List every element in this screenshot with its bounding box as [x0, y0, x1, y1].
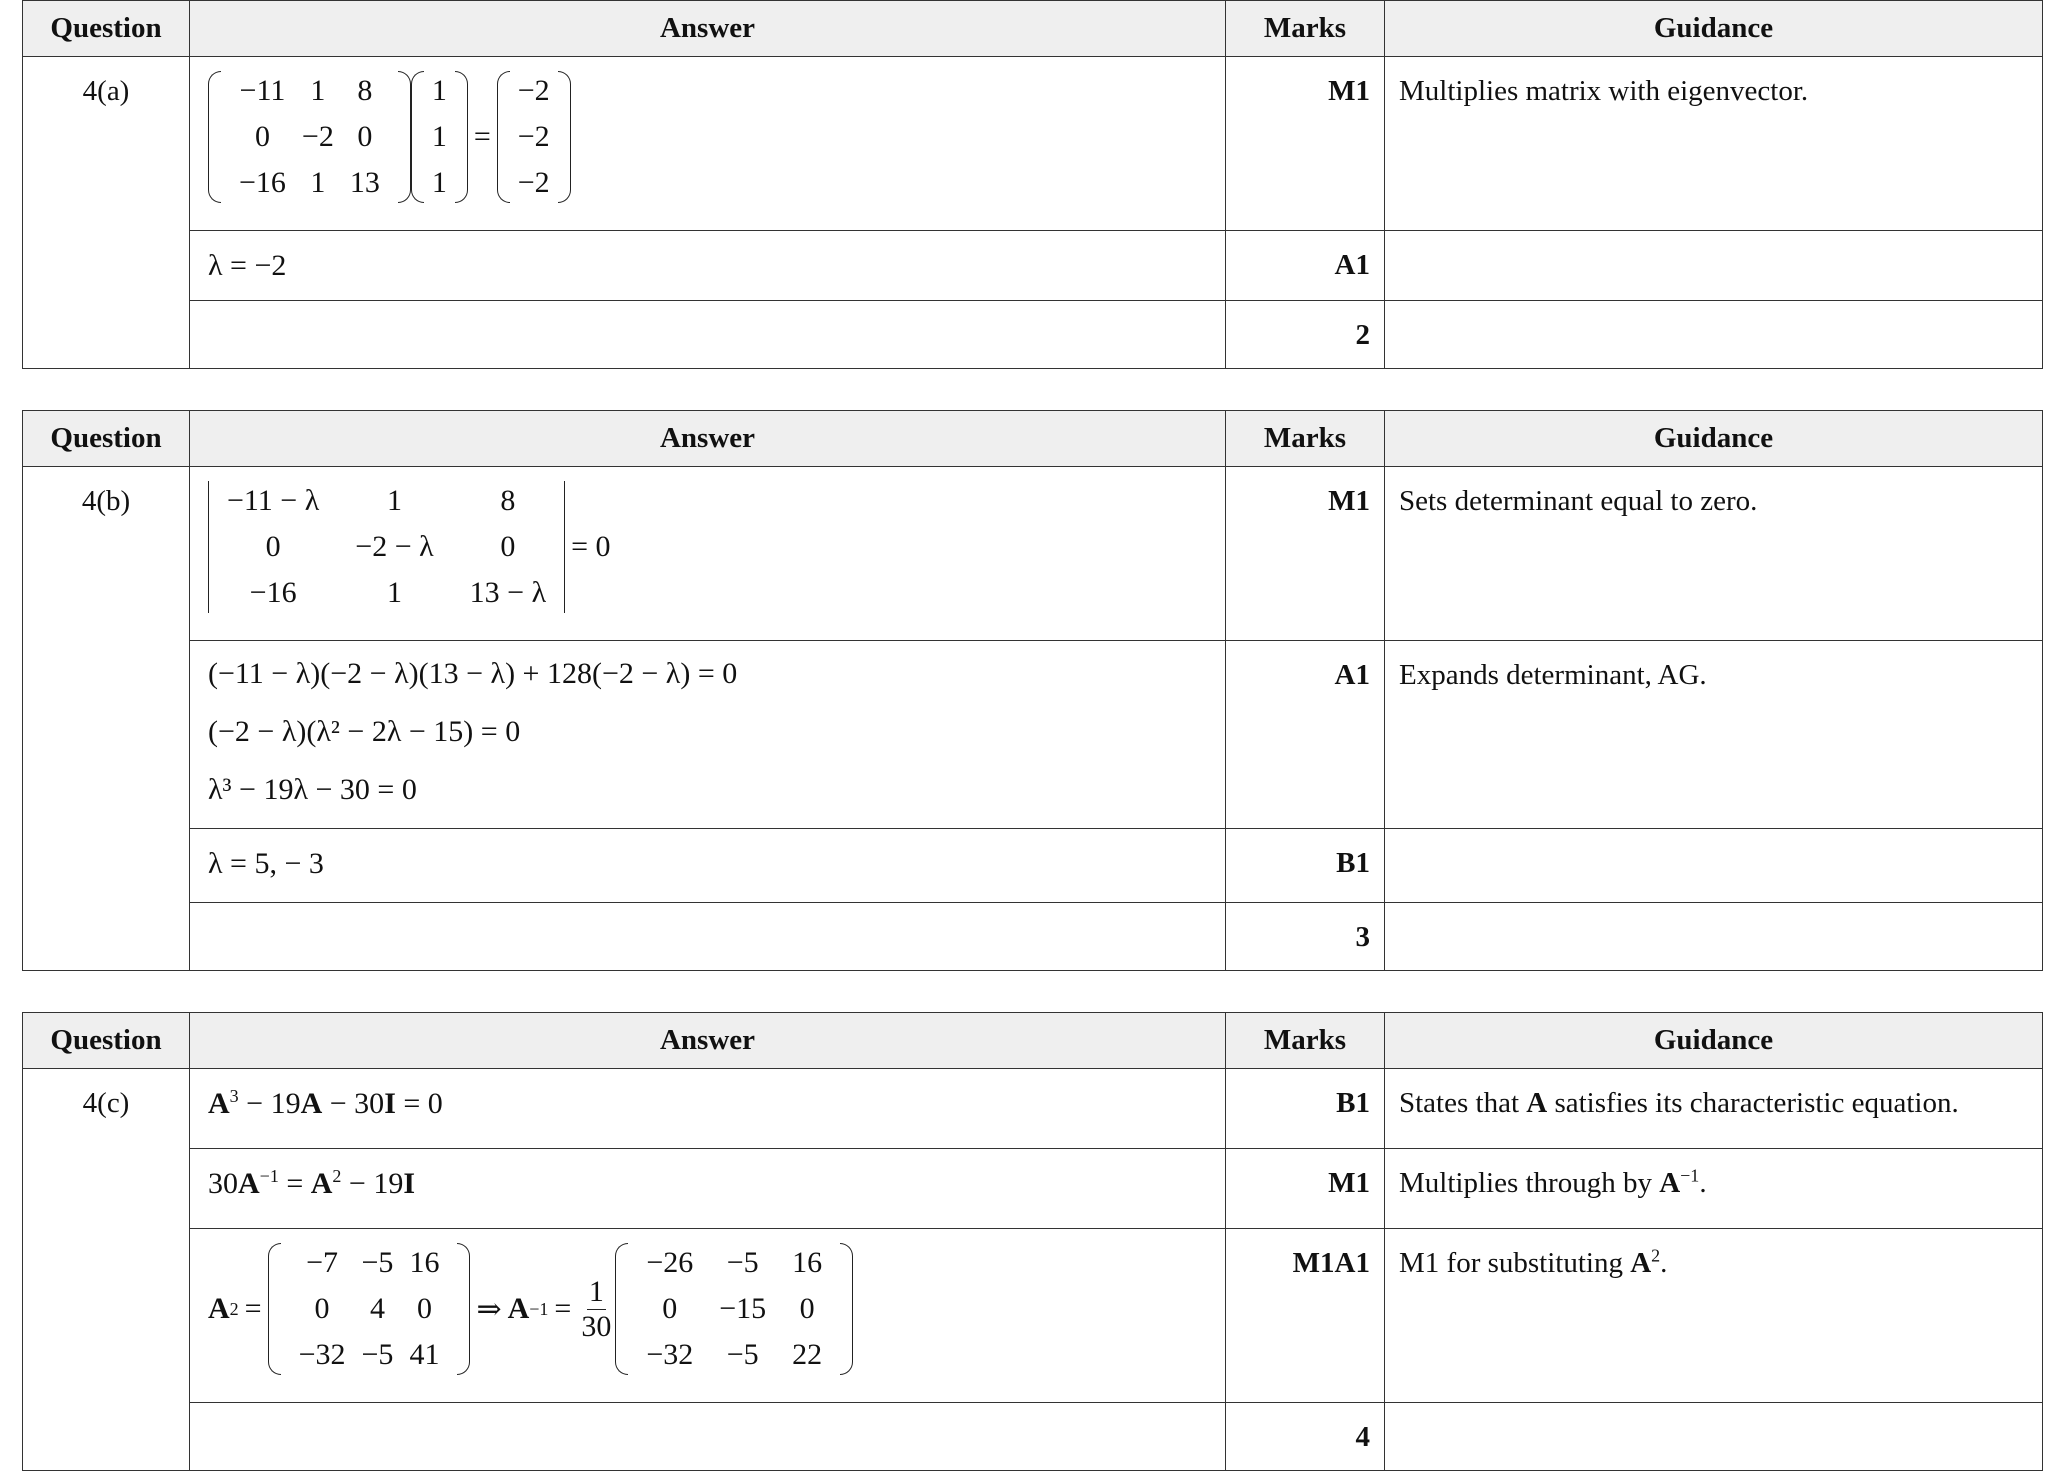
table-row [23, 641, 2043, 829]
header-guidance: Guidance [1385, 411, 2043, 467]
mark-scheme-table-4b [22, 410, 2043, 971]
guidance-cell: Multiplies through by $A^{-1}$. [1385, 1149, 2043, 1229]
header-row [23, 411, 2043, 467]
marks-cell: M1 [1226, 1149, 1385, 1229]
table-row [23, 1229, 2043, 1403]
answer-cell [190, 1403, 1226, 1471]
result-vector: −2 −2 −2 [497, 71, 571, 203]
marks-cell: A1 [1226, 641, 1385, 829]
question-number: 4(a) [23, 57, 190, 369]
total-marks: 2 [1226, 301, 1385, 369]
table-row [23, 467, 2043, 641]
question-number: 4(c) [23, 1069, 190, 1471]
header-question: Question [23, 1, 190, 57]
table-row [23, 829, 2043, 903]
eigenvector: 1 1 1 [411, 71, 468, 203]
marks-cell: M1 [1226, 467, 1385, 641]
answer-cell [190, 57, 1226, 231]
total-marks: 4 [1226, 1403, 1385, 1471]
answer-cell [190, 1229, 1226, 1403]
table-row [23, 1069, 2043, 1149]
marks-cell: B1 [1226, 1069, 1385, 1149]
fraction: $\frac{1}{30}$ [581, 1274, 612, 1343]
guidance-cell: Expands determinant, AG. [1385, 641, 2043, 829]
header-answer: Answer [190, 1013, 1226, 1069]
matrix-equation: −11 1 8 0 −2 0 −16 1 13 1 1 1 = −2 −2 −2 [208, 71, 1225, 203]
header-row [23, 1, 2043, 57]
header-answer: Answer [190, 1, 1226, 57]
marks-cell: M1 [1226, 57, 1385, 231]
guidance-cell [1385, 301, 2043, 369]
guidance-cell: States that A satisfies its characteristic equation. [1385, 1069, 2043, 1149]
header-marks: Marks [1226, 1013, 1385, 1069]
guidance-cell: M1 for substituting $A^2$. [1385, 1229, 2043, 1403]
guidance-cell: Sets determinant equal to zero. [1385, 467, 2043, 641]
answer-cell: $30A^{-1} = A^2 - 19I$ [190, 1149, 1226, 1229]
header-row [23, 1013, 2043, 1069]
answer-cell: λ = 5, − 3 [190, 829, 1226, 903]
table-row [23, 1403, 2043, 1471]
table-row [23, 903, 2043, 971]
mark-scheme-table-4c [22, 1012, 2043, 1471]
matrix-a: −11 1 8 0 −2 0 −16 1 13 [208, 71, 411, 203]
table-row [23, 1149, 2043, 1229]
determinant-equation: −11 − λ 1 8 0 −2 − λ 0 −16 1 13 − λ = 0 [208, 481, 1225, 613]
answer-cell [190, 301, 1226, 369]
table-row [23, 57, 2043, 231]
table-row [23, 231, 2043, 301]
header-marks: Marks [1226, 1, 1385, 57]
answer-cell: $A^3 - 19A - 30I = 0$ [190, 1069, 1226, 1149]
guidance-cell [1385, 829, 2043, 903]
answer-cell [190, 467, 1226, 641]
marks-cell: B1 [1226, 829, 1385, 903]
total-marks: 3 [1226, 903, 1385, 971]
inverse-matrix: −26 −5 16 0 −15 0 −32 −5 22 [615, 1243, 853, 1375]
guidance-cell [1385, 1403, 2043, 1471]
guidance-cell: Multiplies matrix with eigenvector. [1385, 57, 2043, 231]
header-answer: Answer [190, 411, 1226, 467]
header-question: Question [23, 411, 190, 467]
header-question: Question [23, 1013, 190, 1069]
table-row [23, 301, 2043, 369]
header-marks: Marks [1226, 411, 1385, 467]
question-number: 4(b) [23, 467, 190, 971]
inverse-computation: A 2 = −7 −5 16 0 4 0 −32 −5 41 ⇒ A −1 = $\frac{1}{30}$ −26 −5 16 0 −15 0 −32 −5 22 [208, 1243, 1225, 1375]
a-squared-matrix: −7 −5 16 0 4 0 −32 −5 41 [268, 1243, 471, 1375]
marks-cell: A1 [1226, 231, 1385, 301]
header-guidance: Guidance [1385, 1013, 2043, 1069]
guidance-cell [1385, 903, 2043, 971]
answer-cell: λ = −2 [190, 231, 1226, 301]
header-guidance: Guidance [1385, 1, 2043, 57]
mark-scheme-table-4a [22, 0, 2043, 369]
expansion-lines: (−11 − λ)(−2 − λ)(13 − λ) + 128(−2 − λ) = 0 (−2 − λ)(λ² − 2λ − 15) = 0 λ³ − 19λ − 30 = 0 [208, 657, 738, 806]
guidance-cell [1385, 231, 2043, 301]
marks-cell: M1A1 [1226, 1229, 1385, 1403]
answer-cell [190, 641, 1226, 829]
answer-cell [190, 903, 1226, 971]
determinant: −11 − λ 1 8 0 −2 − λ 0 −16 1 13 − λ [208, 481, 565, 613]
